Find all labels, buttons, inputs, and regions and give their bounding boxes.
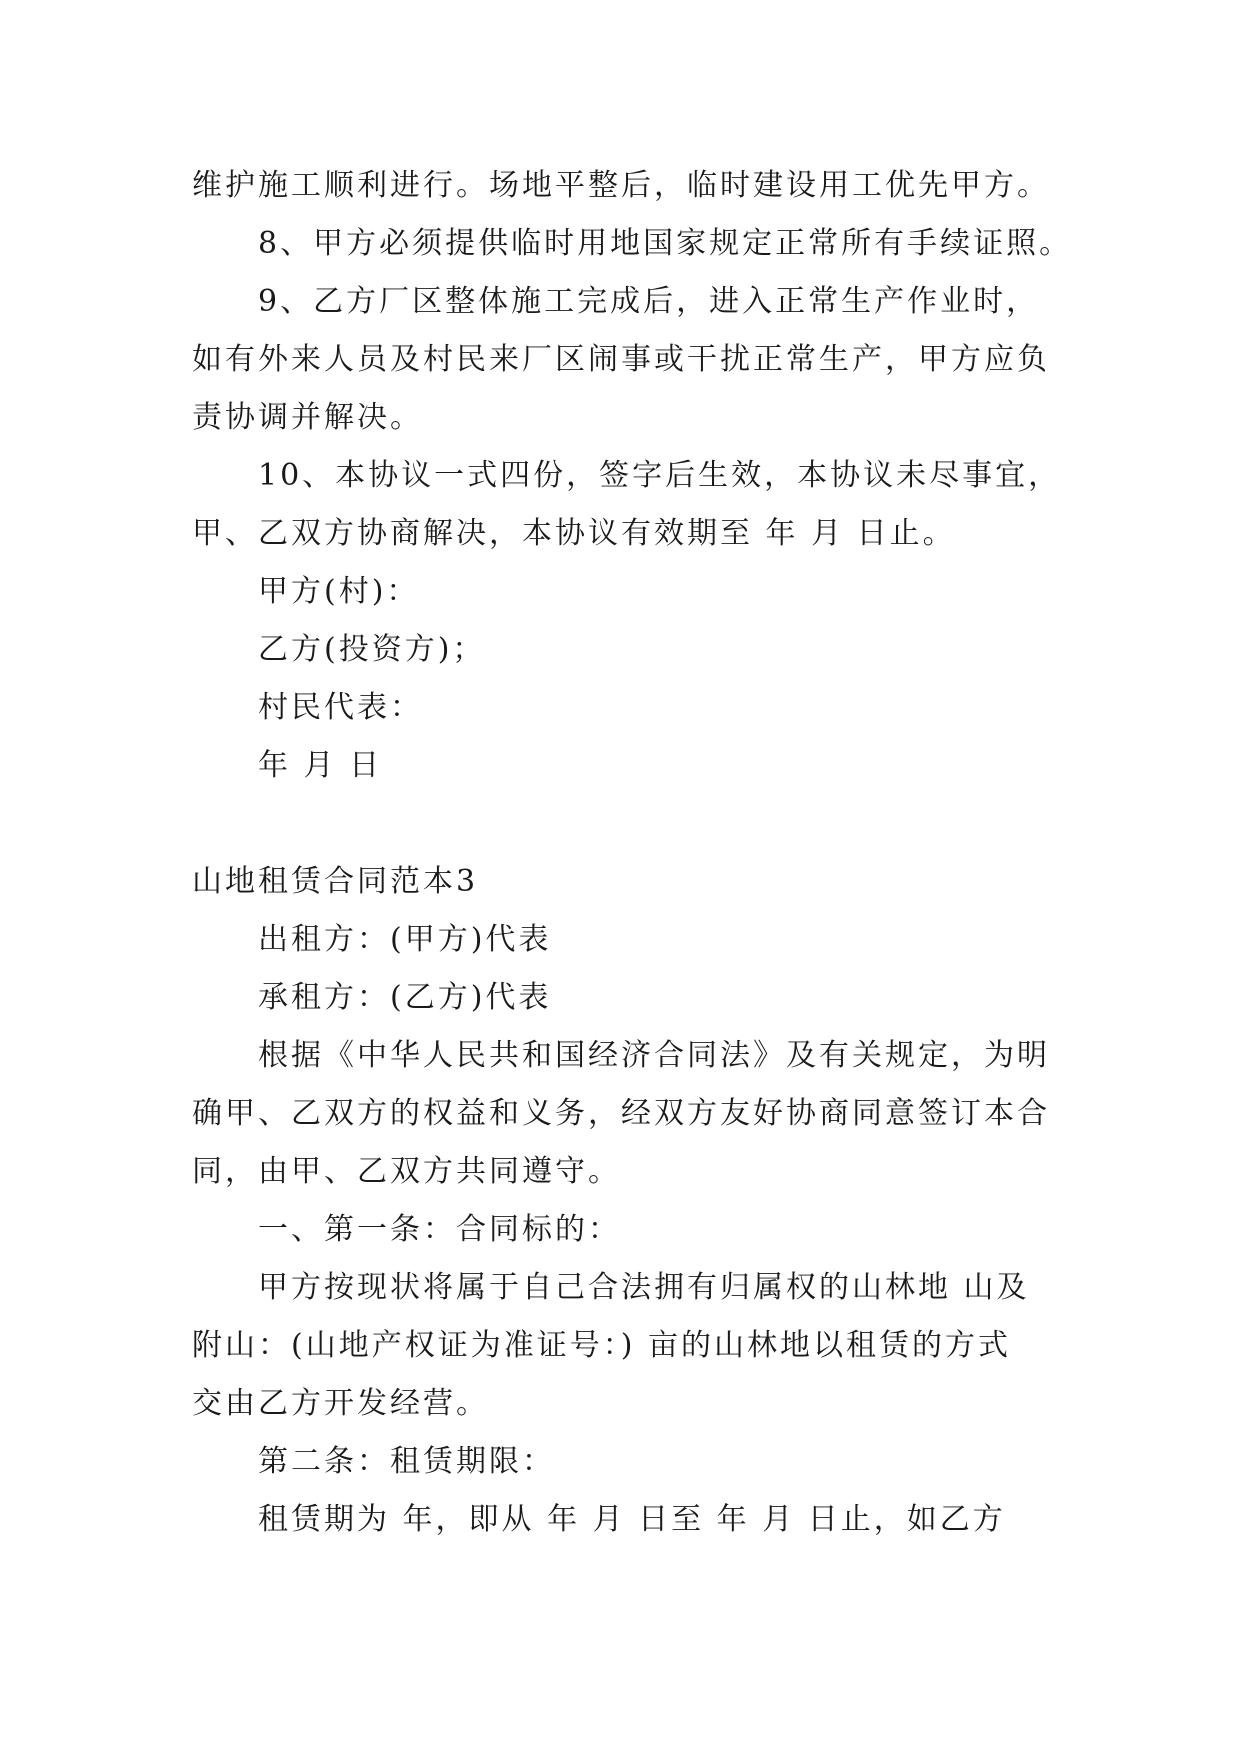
lessor-line: 出租方：(甲方)代表 — [258, 922, 552, 957]
paragraph-line: 同，由甲、乙双方共同遵守。 — [192, 1154, 621, 1189]
paragraph-line: 确甲、乙双方的权益和义务，经双方友好协商同意签订本合 — [192, 1096, 1050, 1131]
paragraph-line: 责协调并解决。 — [192, 400, 423, 435]
lessee-line: 承租方：(乙方)代表 — [258, 980, 552, 1015]
paragraph-line: 附山：(山地产权证为准证号：) 亩的山林地以租赁的方式 — [192, 1328, 1011, 1363]
clause-heading: 第二条：租赁期限： — [258, 1444, 555, 1479]
paragraph-line: 甲方按现状将属于自己合法拥有归属权的山林地 山及 — [258, 1270, 1030, 1305]
clause-heading: 一、第一条：合同标的： — [258, 1212, 621, 1247]
signature-party-b: 乙方(投资方)； — [258, 632, 486, 667]
paragraph-line: 8、甲方必须提供临时用地国家规定正常所有手续证照。 — [258, 226, 1073, 261]
paragraph-line: 根据《中华人民共和国经济合同法》及有关规定，为明 — [258, 1038, 1050, 1073]
paragraph-line: 如有外来人员及村民来厂区闹事或干扰正常生产，甲方应负 — [192, 342, 1050, 377]
signature-party-a: 甲方(村)： — [258, 574, 420, 609]
paragraph-line: 10、本协议一式四份，签字后生效，本协议未尽事宜， — [258, 458, 1062, 493]
paragraph-line: 甲、乙双方协商解决，本协议有效期至 年 月 日止。 — [192, 516, 956, 551]
paragraph-line: 交由乙方开发经营。 — [192, 1386, 489, 1421]
signature-villager-rep: 村民代表： — [258, 690, 423, 725]
section-title: 山地租赁合同范本3 — [192, 864, 479, 899]
signature-date: 年 月 日 — [258, 748, 383, 783]
paragraph-line: 维护施工顺利进行。场地平整后，临时建设用工优先甲方。 — [192, 168, 1050, 203]
paragraph-line: 租赁期为 年，即从 年 月 日至 年 月 日止，如乙方 — [258, 1502, 1006, 1537]
paragraph-line: 9、乙方厂区整体施工完成后，进入正常生产作业时， — [258, 284, 1040, 319]
